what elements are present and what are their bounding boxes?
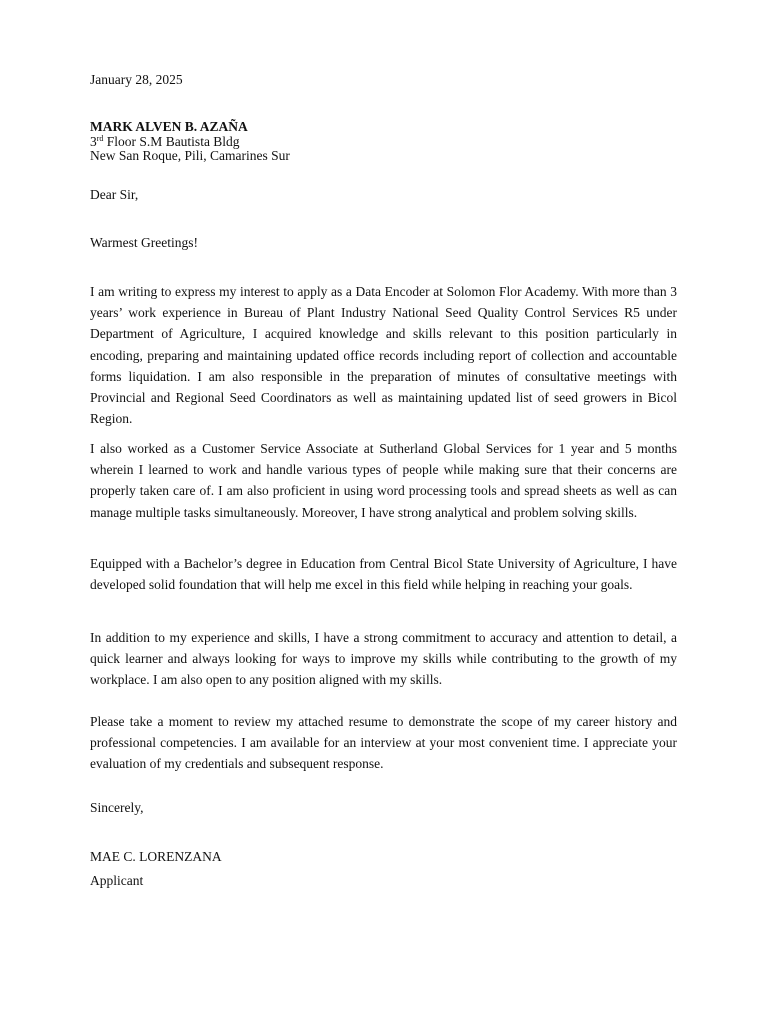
address-floor-suffix: rd [96,133,104,143]
recipient-block [90,120,290,164]
body-paragraph-3: Equipped with a Bachelor’s degree in Education from Central Bicol State University of Agriculture, I have developed solid foundation that will help me excel in this field while helping in reaching your goals. [90,556,677,593]
body-paragraph-4: In addition to my experience and skills, I have a strong commitment to accuracy and attention to detail, a quick learner and always looking for ways to improve my skills while contributing to the growth of my workplace. I am also open to any position aligned with my skills. [90,630,677,688]
body-paragraph-1: I am writing to express my interest to apply as a Data Encoder at Solomon Flor Academy. With more than 3 years’ work experience in Bureau of Plant Industry National Seed Quality Control Services R5 under Department of Agriculture, I acquired knowledge and skills relevant to this position particularly in encoding, preparing and maintaining updated office records including report of collection and accountable forms liquidation. I am also responsible in the preparation of minutes of consultative meetings with Provincial and Regional Seed Coordinators as well as maintaining updated list of seed growers in Bicol Region. [90,284,677,427]
signer-name: MAE C. LORENZANA [90,849,222,864]
address-floor-number: 3 [90,133,97,149]
salutation: Dear Sir, [90,187,139,202]
address-building: Floor S.M Bautista Bldg [103,133,240,149]
recipient-name: MARK ALVEN B. AZAÑA [90,119,248,134]
body-paragraph-5: Please take a moment to review my attached resume to demonstrate the scope of my career history and professional competencies. I am available for an interview at your most convenient time. I appreciate your evaluation of my credentials and subsequent response. [90,714,677,772]
greeting: Warmest Greetings! [90,235,198,250]
body-paragraph-2: I also worked as a Customer Service Associate at Sutherland Global Services for 1 year and 5 months wherein I learned to work and handle various types of people while making sure that their concerns are properly taken care of. I am also proficient in using word processing tools and spread sheets as well as can manage multiple tasks simultaneously. Moreover, I have strong analytical and problem solving skills. [90,441,677,520]
closing: Sincerely, [90,800,144,815]
letter-date: January 28, 2025 [90,72,183,87]
signer-role: Applicant [90,873,144,888]
recipient-address-line2: New San Roque, Pili, Camarines Sur [90,148,290,163]
recipient-address-line1 [90,135,290,150]
